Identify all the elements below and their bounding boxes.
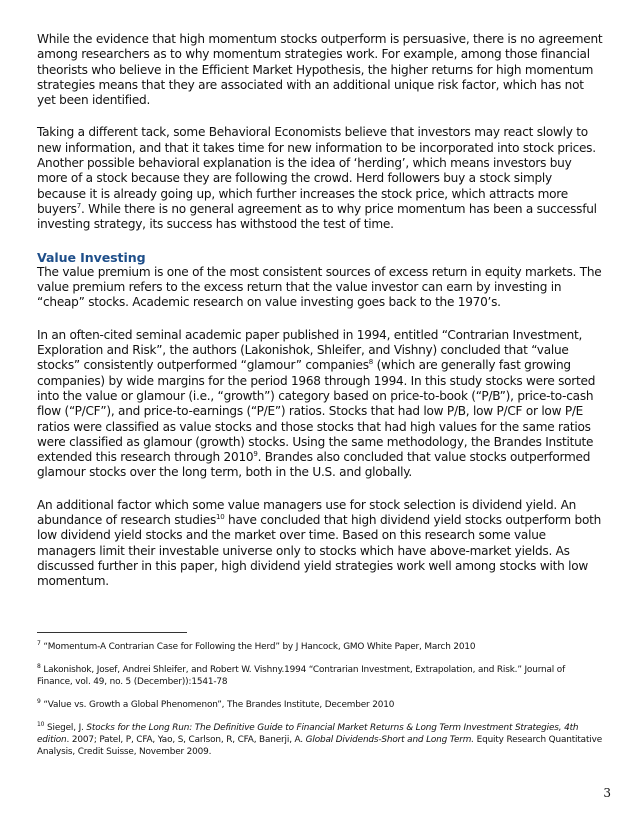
paragraph-momentum-evidence: While the evidence that high momentum stocks outperform is persuasive, there is no agreement among researchers as to why momentum strategies work. For example, among those financial theorists who believe in the Efficient Market Hypothesis, the higher returns for high momentum strategies means that they are associated with an additional unique risk factor, which has not yet been identified.	[37, 32, 603, 108]
section-heading-value-investing: Value Investing	[37, 249, 146, 265]
footnote-ref-10[interactable]: 10	[216, 512, 225, 521]
footnote-7: $^7$ “Momentum-A Contrarian Case for Following the Herd” by J Hancock, GMO White Paper, March 2010	[37, 640, 476, 652]
footnote-ref-9[interactable]: 9	[253, 450, 258, 459]
paragraph-value-premium: The value premium is one of the most consistent sources of excess return in equity markets. The value premium refers to the excess return that the value investor can earn by investing in “cheap” stocks. Academic research on value investing goes back to the 1970’s.	[37, 264, 602, 310]
page-body	[37, 32, 603, 607]
footnote-ref-8[interactable]: 8	[368, 358, 373, 367]
page-number: 3	[603, 786, 611, 800]
paragraph-behavioral: Taking a different tack, some Behavioral Economists believe that investors may react slowly to new information, and that it takes time for new information to be incorporated into stock prices. Another possible behavioral explanation is the idea of ‘herding’, which means investors buy more of a stock because they are following the crowd. Herd followers buy a stock simply because it is already going up, which further increases the stock price, which attracts more buyers$^7$. While there is no general agreement as to why price momentum has been a successful investing strategy, its success has withstood the test of time.	[37, 125, 597, 232]
footnote-ref-7[interactable]: 7	[76, 201, 81, 210]
footnotes	[37, 641, 603, 769]
paragraph-dividend-yield: An additional factor which some value managers use for stock selection is dividend yield. An abundance of research studies$^{10}$ have concluded that high dividend yield stocks outperform both low dividend yield stocks and the market over time. Based on this research some value managers limit their investable universe only to stocks which have above-market yields. As discussed further in this paper, high dividend yield strategies work well among stocks with low momentum.	[37, 497, 602, 589]
paragraph-lakonishok-study: In an often-cited seminal academic paper published in 1994, entitled “Contrarian Investment, Exploration and Risk”, the authors (Lakonishok, Shleifer, and Vishny) concluded that “value stocks” consistently outperformed “glamour” companies$^8$ (which are generally fast growing companies) by wide margins for the period 1968 through 1994. In this study stocks were sorted into the value or glamour (i.e., “growth”) category based on price-to-book (“P/B”), price-to-cash flow (“P/CF”), and price-to-earnings (“P/E”) ratios. Stocks that had low P/B, low P/CF or low P/E ratios were classified as value stocks and those stocks that had high values for the same ratios were classified as glamour (growth) stocks. Using the same methodology, the Brandes Institute extended this research through 2010$^9$. Brandes also concluded that value stocks outperformed glamour stocks over the long term, both in the U.S. and globally.	[37, 327, 596, 480]
footnote-10-report-title: Global Dividends-Short and Long Term.	[305, 735, 474, 745]
footnote-8: $^8$ Lakonishok, Josef, Andrei Shleifer, and Robert W. Vishny.1994 “Contrarian Investment, Extrapolation, and Risk.” Journal of Finance, vol. 49, no. 5 (December)):1541-78	[37, 663, 566, 687]
footnote-separator	[37, 632, 187, 633]
footnote-10-book-title: Stocks for the Long Run: The Definitive Guide to Financial Market Returns & Long Term Investment Strategies, 4th edition	[37, 723, 579, 745]
footnote-10: $^{10}$ Siegel, J. Stocks for the Long Run: The Definitive Guide to Financial Market Returns & Long Term Investment Strategies, 4th edition. 2007; Patel, P, CFA, Yao, S, Carlson, R, CFA, Banerji, A. Global Dividends-Short and Long Term. Equity Research Quantitative Analysis, Credit Suisse, November 2009.	[37, 721, 603, 757]
footnote-9: $^9$ “Value vs. Growth a Global Phenomenon”, The Brandes Institute, December 2010	[37, 698, 395, 710]
